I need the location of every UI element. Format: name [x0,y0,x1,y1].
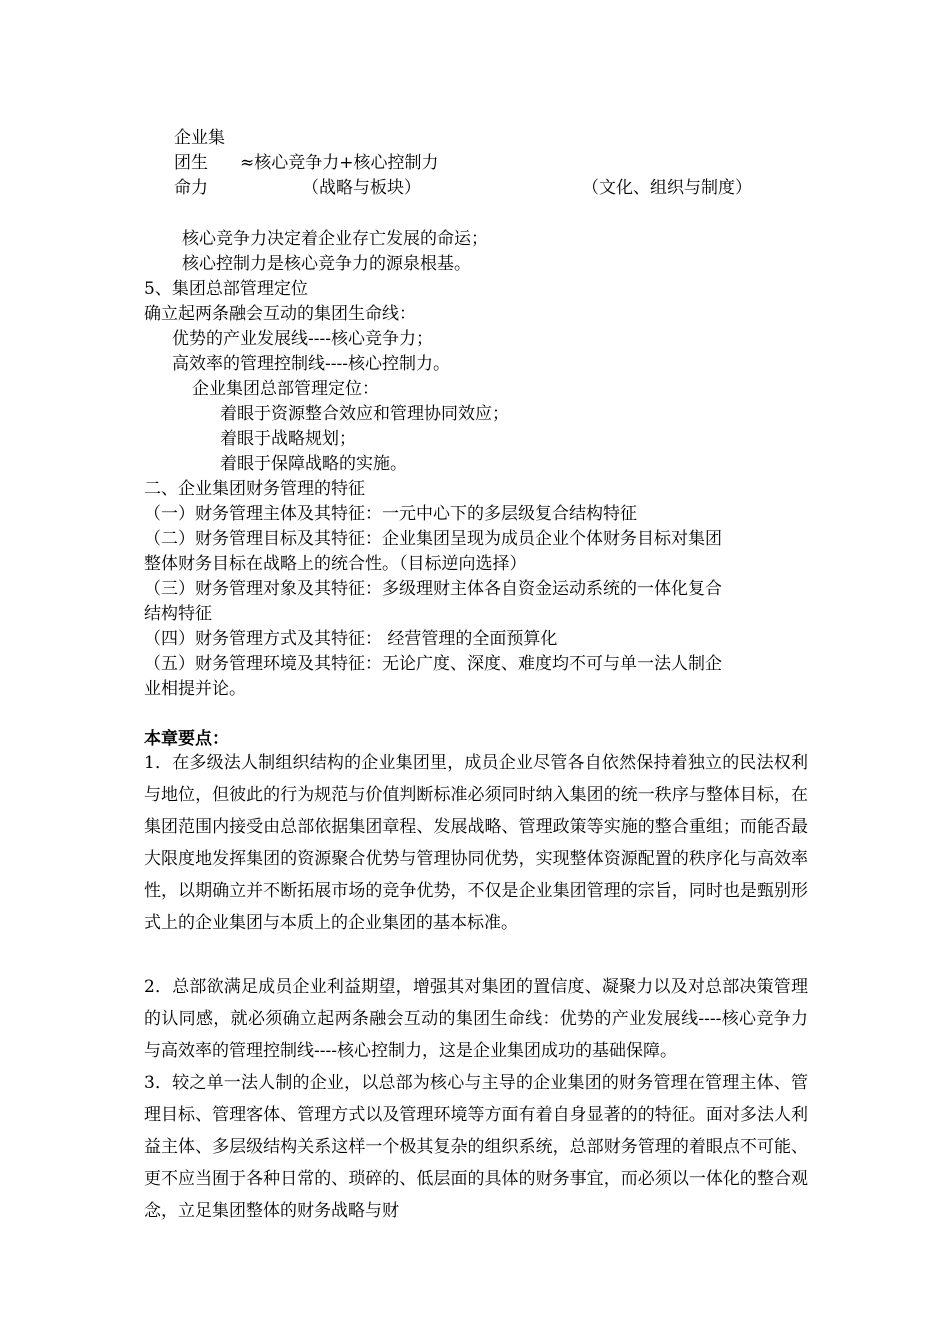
section2-item-1: （一）财务管理主体及其特征：一元中心下的多层级复合结构特征 [144,504,637,524]
core-note-1: 核心竞争力决定着企业存亡发展的命运； [182,229,488,249]
section5-intro: 确立起两条融会互动的集团生命线： [144,304,416,324]
positioning-item-3: 着眼于保障战略的实施。 [220,454,407,474]
section5-heading: 5、集团总部管理定位 [144,279,308,299]
core-note-2: 核心控制力是核心竞争力的源泉根基。 [182,254,471,274]
section2-item-2: （二）财务管理目标及其特征：企业集团呈现为成员企业个体财务目标对集团 [144,529,722,549]
formula-note-left: （战略与板块） [302,178,421,198]
section2-item-4: （四）财务管理方式及其特征： 经营管理的全面预算化 [144,629,558,649]
positioning-item-1: 着眼于资源整合效应和管理协同效应； [220,404,509,424]
key-point-2: 2．总部欲满足成员企业利益期望，增强其对集团的置信度、凝聚力以及对总部决策管理的认同感，就必须确立起两条融会互动的集团生命线：优势的产业发展线----核心竞争力与高效率的管理控制线----核心控制力，这是企业集团成功的基础保障。 [144,977,808,1061]
section2-item-3-cont: 结构特征 [144,604,212,624]
section5-line-2: 高效率的管理控制线----核心控制力。 [172,354,450,374]
formula-expression: ≈核心竞争力+核心控制力 [240,153,439,173]
key-point-1: 1．在多级法人制组织结构的企业集团里，成员企业尽管各自依然保持着独立的民法权利与地位，但彼此的行为规范与价值判断标准必须同时纳入集团的统一秩序与整体目标，在集团范围内接受由总部依据集团章程、发展战略、管理政策等实施的整合重组；而能否最大限度地发挥集团的资源聚合优势与管理协同优势，实现整体资源配置的秩序化与高效率性，以期确立并不断拓展市场的竞争优势，不仅是企业集团管理的宗旨，同时也是甄别形式上的企业集团与本质上的企业集团的基本标准。 [144,753,808,933]
key-points-heading: 本章要点： [144,729,229,749]
positioning-title: 企业集团总部管理定位： [192,379,379,399]
section5-line-1: 优势的产业发展线----核心竞争力； [172,329,433,349]
formula-left-line-2: 团生 [174,153,208,173]
formula-left-line-1: 企业集 [174,128,225,148]
section2-item-3: （三）财务管理对象及其特征：多级理财主体各自资金运动系统的一体化复合 [144,579,722,599]
key-point-3: 3．较之单一法人制的企业，以总部为核心与主导的企业集团的财务管理在管理主体、管理目标、管理客体、管理方式以及管理环境等方面有着自身显著的的特征。面对多法人利益主体、多层级结构关系这样一个极其复杂的组织系统，总部财务管理的着眼点不可能、更不应当囿于各种日常的、琐碎的、低层面的具体的财务事宜，而必须以一体化的整合观念，立足集团整体的财务战略与财 [144,1073,808,1221]
formula-note-right: （文化、组织与制度） [582,178,752,198]
positioning-item-2: 着眼于战略规划； [220,429,356,449]
section2-item-2-cont: 整体财务目标在战略上的统合性。（目标逆向选择） [144,554,527,574]
section2-item-5: （五）财务管理环境及其特征：无论广度、深度、难度均不可与单一法人制企 [144,654,722,674]
section2-item-5-cont: 业相提并论。 [144,679,246,699]
formula-left-line-3: 命力 [174,178,208,198]
section2-heading: 二、企业集团财务管理的特征 [144,479,365,499]
